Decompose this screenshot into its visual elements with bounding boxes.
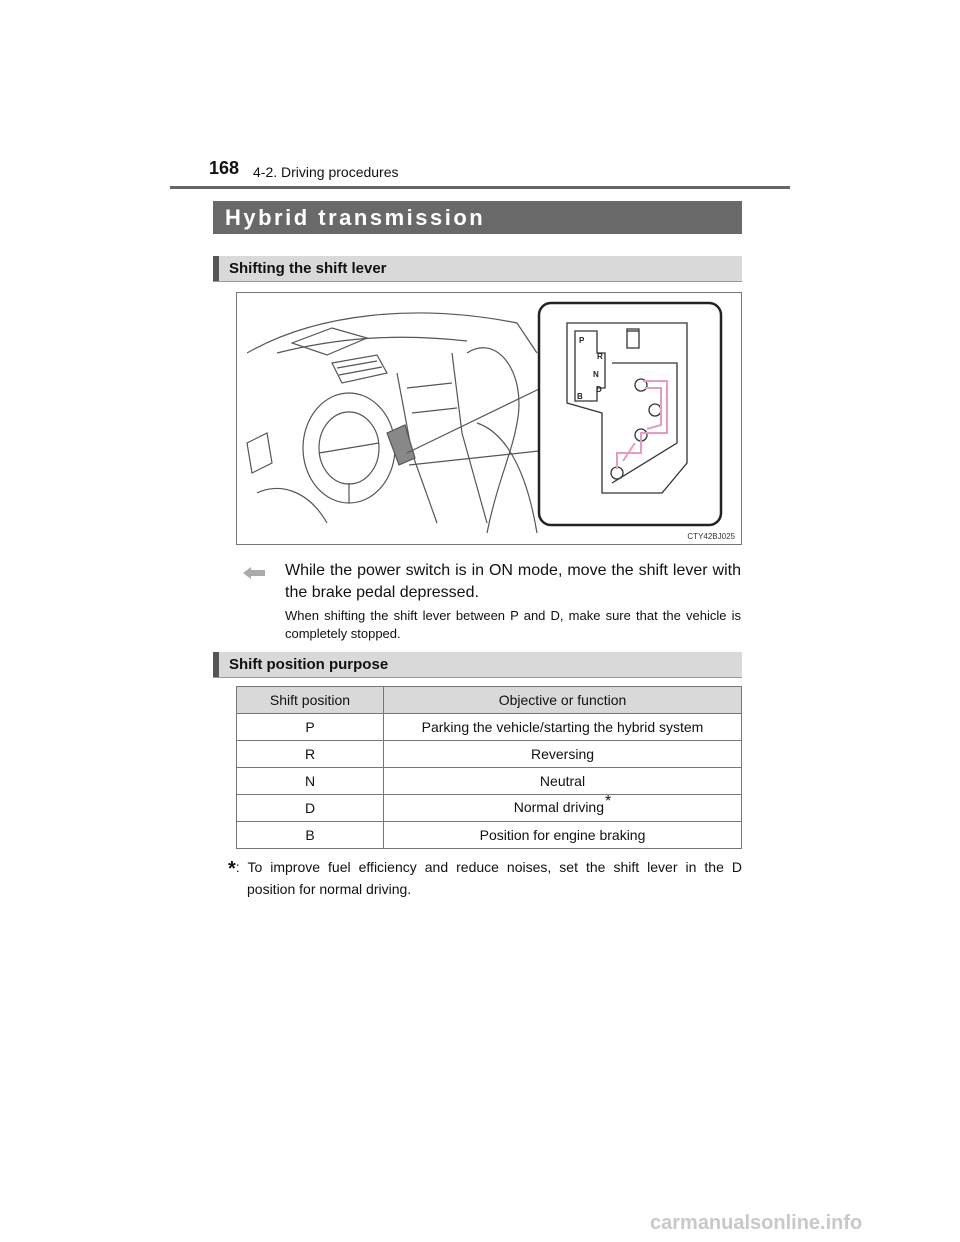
cell-position: B xyxy=(237,822,384,849)
instruction-arrow-icon xyxy=(242,565,266,581)
header-rule xyxy=(170,186,790,189)
watermark: carmanualsonline.info xyxy=(650,1212,863,1234)
cell-function: Parking the vehicle/starting the hybrid system xyxy=(384,714,742,741)
column-header-position: Shift position xyxy=(237,687,384,714)
section-path: 4-2. Driving procedures xyxy=(253,164,399,180)
gate-label-p: P xyxy=(579,336,585,345)
column-header-function: Objective or function xyxy=(384,687,742,714)
cell-position: P xyxy=(237,714,384,741)
table-row xyxy=(237,741,742,768)
gate-label-b: B xyxy=(577,392,583,401)
cell-position: R xyxy=(237,741,384,768)
instruction-note: When shifting the shift lever between P and D, make sure that the vehicle is completely stopped. xyxy=(285,608,741,641)
cockpit-illustration xyxy=(237,293,741,544)
footnote-text-1: : To improve fuel efficiency and reduce noises, set the shift lever in the D xyxy=(235,859,742,875)
cell-position: D xyxy=(237,795,384,822)
sub-heading-purpose: Shift position purpose xyxy=(213,652,742,678)
footnote-reference: * xyxy=(605,793,612,810)
footnote-line-1 xyxy=(228,857,742,879)
instruction-text: While the power switch is in ON mode, move the shift lever with the brake pedal depressed. xyxy=(285,562,741,601)
cell-position: N xyxy=(237,768,384,795)
cell-function xyxy=(384,795,742,822)
section-title: Hybrid transmission xyxy=(213,201,742,234)
figure-code: CTY42BJ025 xyxy=(687,532,735,541)
table-row xyxy=(237,768,742,795)
shift-position-table xyxy=(236,686,742,849)
table-row xyxy=(237,795,742,822)
gate-label-d: D xyxy=(596,385,602,394)
table-row xyxy=(237,822,742,849)
gate-label-r: R xyxy=(597,352,603,361)
shift-lever-figure xyxy=(236,292,742,545)
page-number: 168 xyxy=(209,158,240,178)
footnote-mark: * xyxy=(228,858,236,880)
cell-function: Neutral xyxy=(384,768,742,795)
cell-function-text: Normal driving xyxy=(513,799,604,815)
footnote-text-2: position for normal driving. xyxy=(247,881,412,897)
gate-label-n: N xyxy=(593,370,599,379)
table-header-row xyxy=(237,687,742,714)
cell-function: Position for engine braking xyxy=(384,822,742,849)
table-row xyxy=(237,714,742,741)
footnote xyxy=(228,857,742,899)
cell-function: Reversing xyxy=(384,741,742,768)
sub-heading-shifting: Shifting the shift lever xyxy=(213,256,742,282)
